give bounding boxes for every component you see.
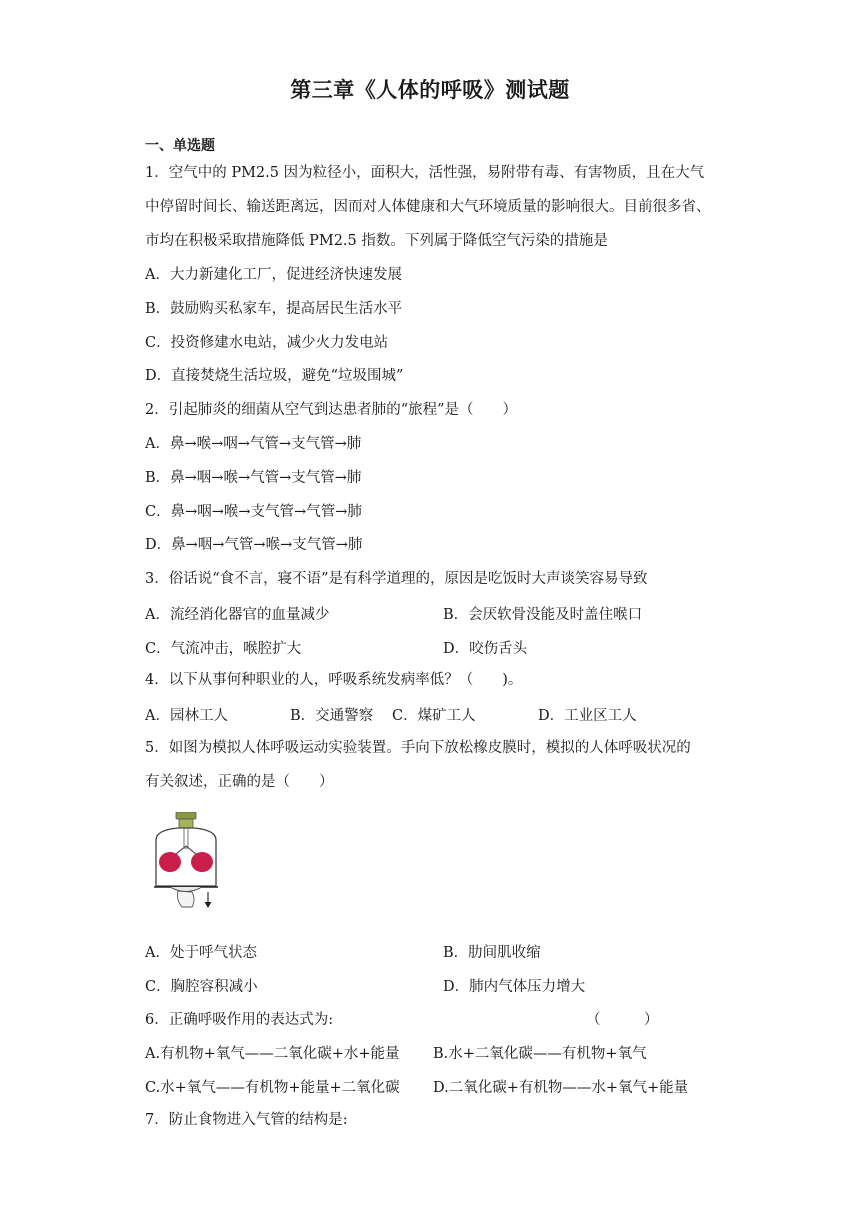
section-heading: 一、单选题	[145, 138, 215, 154]
q4-option-a: A．园林工人	[145, 708, 228, 724]
q2-option-c: C．鼻→咽→喉→支气管→气管→肺	[145, 504, 362, 520]
q6-option-d: D.二氧化碳+有机物——水+氧气+能量	[433, 1080, 689, 1096]
q5-stem-line-2: 有关叙述，正确的是（ ）	[145, 774, 334, 790]
hand-shape	[178, 891, 195, 907]
page-title: 第三章《人体的呼吸》测试题	[290, 78, 570, 102]
q1-option-d: D．直接焚烧生活垃圾，避免“垃圾围城”	[145, 368, 404, 384]
q4-option-b: B．交通警察	[290, 708, 374, 724]
q1-option-b: B．鼓励购买私家车，提高居民生活水平	[145, 301, 403, 317]
right-balloon	[191, 852, 213, 872]
q2-stem: 2．引起肺炎的细菌从空气到达患者肺的“旅程”是（ ）	[145, 402, 518, 418]
q6-option-a: A.有机物+氧气——二氧化碳+水+能量	[145, 1046, 400, 1062]
q6-option-b: B.水+二氧化碳——有机物+氧气	[433, 1046, 647, 1062]
q6-answer-blank: （ ）	[586, 1012, 659, 1028]
breathing-model-figure	[148, 812, 224, 912]
q6-option-c: C.水+氧气——有机物+能量+二氧化碳	[145, 1080, 400, 1096]
stopper-top	[176, 812, 196, 819]
q5-stem-line-1: 5．如图为模拟人体呼吸运动实验装置。手向下放松橡皮膜时，模拟的人体呼吸状况的	[145, 740, 691, 756]
q5-option-d: D．肺内气体压力增大	[443, 979, 586, 995]
membrane-pull	[170, 887, 202, 892]
q3-option-c: C．气流冲击，喉腔扩大	[145, 641, 302, 657]
q1-option-c: C．投资修建水电站，减少火力发电站	[145, 335, 389, 351]
down-arrow-icon	[205, 902, 212, 908]
q1-stem-line-1: 1．空气中的 PM2.5 因为粒径小，面积大，活性强，易附带有毒、有害物质，且在大气	[145, 165, 705, 181]
q7-stem: 7．防止食物进入气管的结构是:	[145, 1112, 348, 1128]
q5-option-c: C．胸腔容积减小	[145, 979, 258, 995]
q3-option-b: B．会厌软骨没能及时盖住喉口	[443, 607, 643, 623]
q4-option-c: C．煤矿工人	[392, 708, 476, 724]
q3-option-a: A．流经消化器官的血量减少	[145, 607, 330, 623]
q5-option-b: B．肋间肌收缩	[443, 945, 541, 961]
q5-option-a: A．处于呼气状态	[145, 945, 257, 961]
q2-option-a: A．鼻→喉→咽→气管→支气管→肺	[145, 436, 362, 452]
glass-tube	[184, 828, 188, 848]
q3-stem: 3．俗话说“食不言，寝不语”是有科学道理的，原因是吃饭时大声谈笑容易导致	[145, 571, 648, 587]
q1-option-a: A．大力新建化工厂，促进经济快速发展	[145, 267, 402, 283]
stopper-body	[179, 819, 193, 828]
q3-option-d: D．咬伤舌头	[443, 641, 528, 657]
q4-stem: 4．以下从事何种职业的人，呼吸系统发病率低？（ )。	[145, 672, 523, 688]
q1-stem-line-2: 中停留时间长、输送距离远，因而对人体健康和大气环境质量的影响很大。目前很多省、	[145, 199, 711, 215]
q2-option-d: D．鼻→咽→气管→喉→支气管→肺	[145, 537, 363, 553]
q6-stem: 6．正确呼吸作用的表达式为:	[145, 1012, 334, 1028]
q1-stem-line-3: 市均在积极采取措施降低 PM2.5 指数。下列属于降低空气污染的措施是	[145, 233, 608, 249]
q4-option-d: D．工业区工人	[538, 708, 637, 724]
left-balloon	[159, 852, 181, 872]
q2-option-b: B．鼻→咽→喉→气管→支气管→肺	[145, 470, 362, 486]
